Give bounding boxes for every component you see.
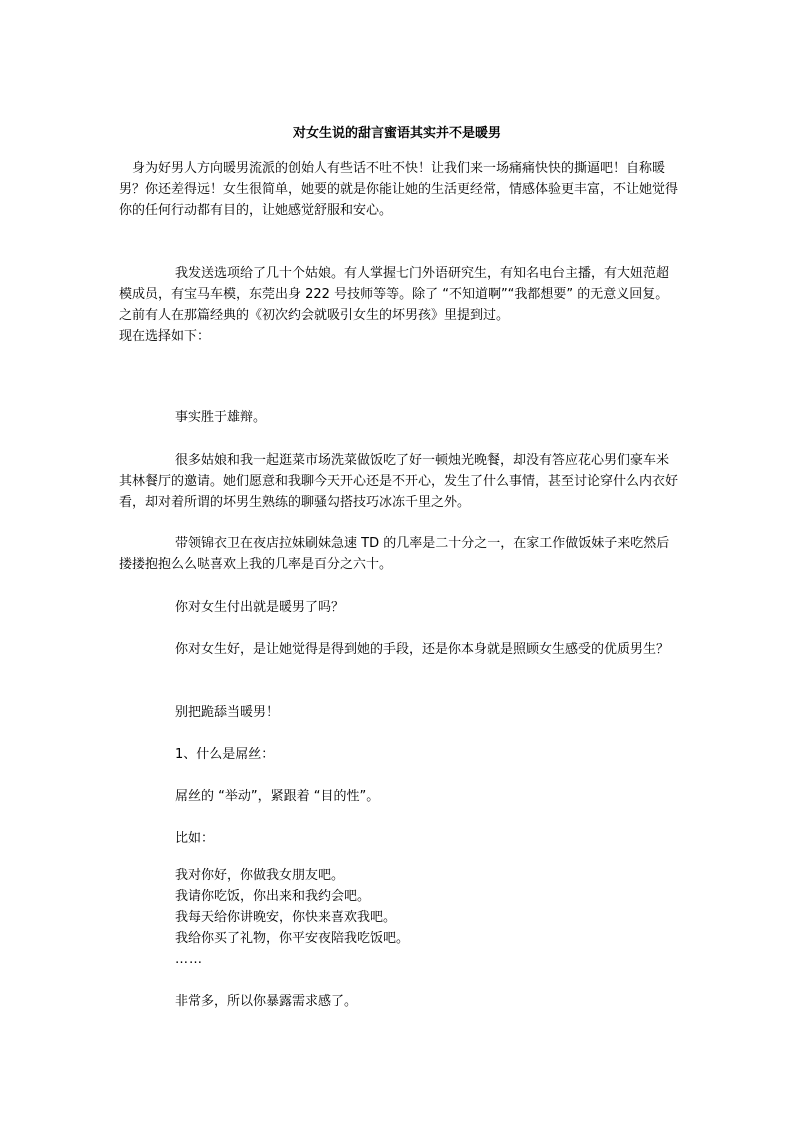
choices-label: 现在选择如下：: [119, 329, 211, 344]
survey-paragraph: 我发送选项给了几十个姑娘。有人掌握七门外语研究生，有知名电台主播，有大妞范超模成员，有宝马车模，东莞出身 222 号技师等等。除了 “不知道啊”“我都想要” 的无意义回复。之前有人在那篇经典的《初次约会就吸引女生的坏男孩》里提到过。: [119, 266, 670, 323]
page-title: 对女生说的甜言蜜语其实并不是暖男: [292, 126, 501, 141]
intro-paragraph: 身为好男人方向暖男流派的创始人有些话不吐不快！让我们来一场痛痛快快的撕逼吧！自称暖男？你还差得远！女生很简单，她要的就是你能让她的生活更经常，情感体验更丰富，不让她觉得你的任何行动都有目的，让她感觉舒服和安心。: [119, 161, 679, 218]
example-line: 我每天给你讲晚安，你快来喜欢我吧。: [175, 910, 397, 925]
example-label: 比如：: [175, 831, 215, 846]
example-list: [175, 865, 675, 970]
rate-paragraph: 带领锦衣卫在夜店拉妹刷妹急速 TD 的几率是二十分之一，在家工作做饭妹子来吃然后搂搂抱抱么么哒喜欢上我的几率是百分之六十。: [119, 536, 670, 572]
example-line: 我请你吃饭，你出来和我约会吧。: [175, 889, 371, 904]
example-line: 我给你买了礼物，你平安夜陪我吃饭吧。: [175, 931, 410, 946]
definition-paragraph: 屌丝的 “举动”，紧跟着 “目的性”。: [175, 789, 380, 804]
ellipsis: ……: [175, 952, 203, 967]
facts-paragraph: 事实胜于雄辩。: [175, 410, 267, 425]
warning-paragraph: 别把跪舔当暖男！: [175, 705, 280, 720]
question-paragraph-1: 你对女生付出就是暖男了吗？: [175, 600, 345, 615]
dinner-paragraph: 很多姑娘和我一起逛菜市场洗菜做饭吃了好一顿烛光晚餐，却没有答应花心男们豪车米其林餐厅的邀请。她们愿意和我聊今天开心还是不开心，发生了什么事情，甚至讨论穿什么内衣好看，却对着所谓的坏男生熟练的聊骚勾搭技巧冰冻千里之外。: [119, 453, 679, 510]
example-line: 我对你好，你做我女朋友吧。: [175, 868, 345, 883]
section-heading: 1、什么是屌丝：: [175, 747, 275, 762]
question-paragraph-2: 你对女生好，是让她觉得是得到她的手段，还是你本身就是照顾女生感受的优质男生？: [175, 642, 670, 657]
conclusion-paragraph: 非常多，所以你暴露需求感了。: [175, 994, 358, 1009]
